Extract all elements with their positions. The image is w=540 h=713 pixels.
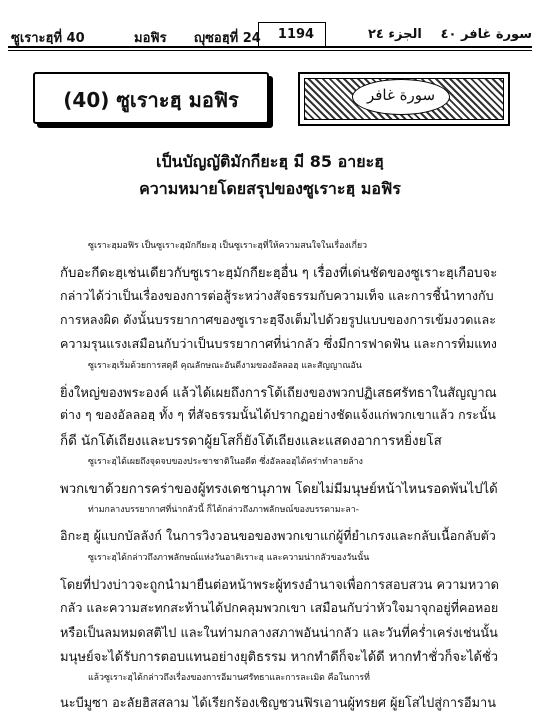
header-surah-number: ซูเราะฮฺที่ 40 [11, 31, 85, 46]
body-line: ซูเราะฮฺมอฟิร เป็นซูเราะฮฺมักกียะฮฺ เป็นซูเราะฮฺที่ให้ความสนใจในเรื่องเกี่ยว [88, 241, 368, 251]
body-line: การหลงผิด ดังนั้นบรรยากาศของซูเราะฮฺจึงเต็มไปด้วยรูปแบบของการเข้มงวดและ [60, 312, 496, 327]
ornament-cartouche [352, 79, 450, 115]
subtitle-summary-heading: ความหมายโดยสรุปของซูเราะฮฺ มอฟิร [139, 179, 401, 198]
header-page-number: 1194 [277, 27, 315, 42]
subtitle-revelation: เป็นบัญญัติมักกียะฮฺ มี 85 อายะฮฺ [156, 152, 384, 171]
body-line: แล้วซูเราะฮฺได้กล่าวถึงเรื่องของการอีมานศรัทธาและการละเมิด คือในการที่ [88, 673, 370, 683]
body-line: ซูเราะฮฺได้กล่าวถึงภาพลักษณ์แห่งวันอาคิเราะฮฺ และความน่ากลัวของวันนั้น [88, 553, 370, 563]
body-line: พวกเขาด้วยการคร่าของผู้ทรงเดชานุภาพ โดยไม่มีมนุษย์หน้าไหนรอดพ้นไปได้ [60, 482, 498, 497]
header-rule-thin [8, 50, 532, 51]
body-line: ซูเราะฮฺเริ่มด้วยการสดุดี คุณลักษณะอันดีงามของอัลลอฮฺ และสัญญาณอัน [88, 361, 362, 371]
body-line: ซูเราะฮฺได้เผยถึงจุดจบของประชาชาติในอดีต ซึ่งอัลลอฮฺได้คร่าทำลายล้าง [88, 457, 363, 467]
body-line: ก็ดี นักโต้เถียงและบรรดาผู้ยโสก็ยังโต้เถียงและแสดงอาการหยิ่งยโส [60, 434, 442, 449]
body-line: ท่ามกลางบรรยากาศที่น่ากลัวนี้ ก็ได้กล่าวถึงภาพลักษณ์ของบรรดามะลา- [88, 505, 359, 515]
header-surah-arabic: سورة غافر ٤٠ [440, 27, 532, 42]
running-header [8, 24, 532, 46]
surah-calligraphy: سورة غافر [366, 86, 436, 104]
body-line: ยิ่งใหญ่ของพระองค์ แล้วได้เผยถึงการโต้เถียงของพวกปฏิเสธศรัทธาในสัญญาณ [60, 386, 497, 401]
body-line: โดยที่ปวงบ่าวจะถูกนำมายืนต่อหน้าพระผู้ทรงอำนาจเพื่อการสอบสวน ความหวาด [60, 578, 499, 593]
body-line: มนุษย์จะได้รับการตอบแทนอย่างยุติธรรม หากทำดีก็จะได้ดี หากทำชั่วก็จะได้ชั่ว [60, 650, 499, 665]
body-line: ต่าง ๆ ของอัลลอฮฺ ทั้ง ๆ ที่สัจธรรมนั้นได้ปรากฏอย่างชัดแจ้งแก่พวกเขาแล้ว กระนั้น [60, 407, 496, 422]
chapter-title-box [33, 72, 269, 124]
body-line: กลัว และความสะทกสะท้านได้ปกคลุมพวกเขา เสมือนกับว่าหัวใจมาจุกอยู่ที่คอหอย [60, 600, 499, 615]
body-line: หรือเป็นลมหมดสติไป และในท่ามกลางสภาพอันน่ากลัว และวันที่คร่ำเคร่งเช่นนั้น [60, 626, 498, 641]
calligraphy-ornament [298, 72, 510, 126]
body-line: นะบีมูซา อะลัยฮิสสลาม ได้เรียกร้องเชิญชวนฟิรเอานผู้ทรยศ ผู้ยโสไปสู่การอีมาน [60, 696, 496, 711]
header-juz-arabic: الجزء ٢٤ [368, 27, 422, 42]
body-line: กับอะกีดะฮฺเช่นเดียวกับซูเราะฮฺมักกียะฮฺอื่น ๆ เรื่องที่เด่นชัดของซูเราะฮฺเกือบจะ [60, 266, 498, 281]
body-line: อิกะฮฺ ผู้แบกบัลลังก์ ในการวิงวอนขอของพวกเขาแก่ผู้ที่ยำเกรงและกลับเนื้อกลับตัว [60, 528, 496, 543]
body-line: ความรุนแรงเสมือนกับว่าเป็นบรรยากาศที่น่ากลัว ซึ่งมีการฟาดฟัน และการทิ่มแทง [60, 336, 497, 351]
header-surah-name: มอฟิร [134, 31, 167, 46]
header-rule-thick [8, 46, 532, 48]
chapter-title: (40) ซูเราะฮฺ มอฟิร [63, 88, 239, 112]
header-juz: ญุซอฮฺที่ 24 [194, 31, 261, 46]
body-line: กล่าวได้ว่าเป็นเรื่องของการต่อสู้ระหว่างสัจธรรมกับความเท็จ และการชี้นำทางกับ [60, 288, 494, 303]
